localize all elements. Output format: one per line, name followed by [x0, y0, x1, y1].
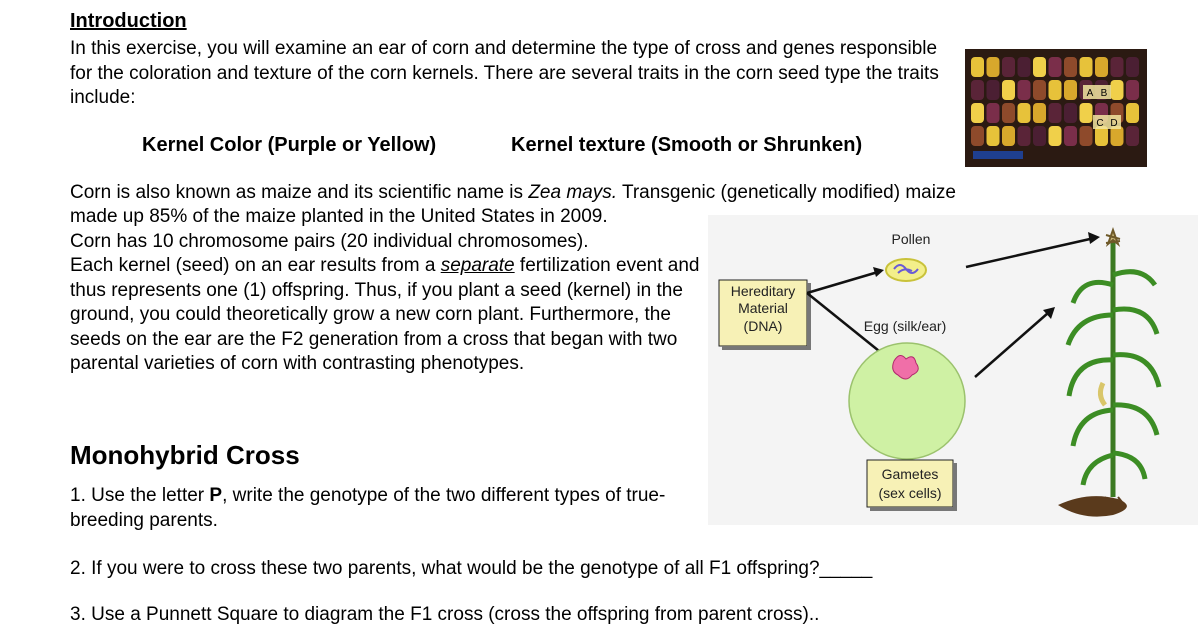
photo-label-c: C — [1096, 118, 1104, 129]
separate-emphasis: separate — [440, 255, 515, 276]
q1-text-b: , write the genotype of the two different types of true-breeding parents. — [70, 485, 666, 531]
question-3: 3. Use a Punnett Square to diagram the F1 cross (cross the offspring from parent cross).. — [70, 604, 820, 625]
corn-kernel — [1049, 80, 1062, 100]
monohybrid-heading: Monohybrid Cross — [70, 440, 300, 470]
corn-kernel — [1033, 80, 1046, 100]
q1-letter: P — [209, 485, 223, 506]
corn-kernel — [1080, 103, 1093, 123]
corn-kernel — [1033, 126, 1046, 146]
corn-kernel — [1002, 80, 1015, 100]
maize-text: Corn is also known as maize and its scientific name is — [70, 182, 529, 203]
photo-label-a: A — [1086, 88, 1094, 99]
corn-kernel — [1002, 103, 1015, 123]
maize-fact-kernel — [70, 254, 710, 377]
fertilization-diagram — [708, 215, 1198, 525]
corn-kernel — [1033, 57, 1046, 77]
corn-kernel — [987, 80, 1000, 100]
corn-kernel — [1049, 126, 1062, 146]
corn-kernel — [987, 126, 1000, 146]
kernel-text-b: fertilization event and thus represents one (1) offspring. Thus, if you plant a seed (kernel) in the ground, you could theoretically grow a new corn plant. Furthermore, the seeds on the ear are the F2 generation from a cross that began with two parental varieties of corn with contrasting phenotypes. — [70, 255, 700, 374]
corn-kernel — [1080, 126, 1093, 146]
maize-paragraph — [70, 205, 710, 377]
corn-kernel — [1080, 57, 1093, 77]
hereditary-label-3: (DNA) — [743, 318, 783, 334]
corn-kernel — [1095, 57, 1108, 77]
photo-label-b: B — [1100, 88, 1108, 99]
question-2: 2. If you were to cross these two parents, what would be the genotype of all F1 offspring?_____ — [70, 558, 873, 579]
corn-kernel — [971, 126, 984, 146]
corn-kernel — [1111, 80, 1124, 100]
corn-kernel — [1018, 126, 1031, 146]
gametes-label-2: (sex cells) — [878, 485, 942, 501]
corn-kernel — [1064, 57, 1077, 77]
egg-label: Egg (silk/ear) — [863, 318, 947, 334]
kernel-text-a: Each kernel (seed) on an ear results from a — [70, 255, 441, 276]
corn-kernel — [1002, 57, 1015, 77]
corn-kernel — [1126, 126, 1139, 146]
corn-kernel — [1126, 103, 1139, 123]
species-name: Zea mays. — [528, 182, 618, 203]
intro-paragraph: In this exercise, you will examine an ear of corn and determine the type of cross and genes responsible for the coloration and texture of the corn kernels. There are several traits in the corn seed type the traits include: — [70, 38, 939, 108]
question-1 — [70, 484, 710, 533]
intro-heading: Introduction — [70, 10, 187, 32]
corn-kernel — [1111, 57, 1124, 77]
corn-kernel — [1002, 126, 1015, 146]
maize-text-cont: Transgenic (genetically modified) maize — [617, 182, 957, 203]
corn-kernel — [987, 57, 1000, 77]
corn-kernel — [1018, 57, 1031, 77]
corn-kernel — [1049, 103, 1062, 123]
maize-intro-line — [70, 181, 956, 206]
corn-kernel — [971, 80, 984, 100]
corn-kernel — [1018, 80, 1031, 100]
corn-kernel — [971, 57, 984, 77]
maize-fact-chromosomes: Corn has 10 chromosome pairs (20 individual chromosomes). — [70, 230, 589, 252]
photo-label-d: D — [1110, 118, 1118, 129]
corn-kernel — [1064, 80, 1077, 100]
photo-watermark — [973, 151, 1023, 159]
corn-kernels-photo — [965, 49, 1147, 167]
trait-kernel-color: Kernel Color (Purple or Yellow) — [142, 134, 437, 156]
corn-kernel — [1126, 57, 1139, 77]
corn-kernel — [1049, 57, 1062, 77]
hereditary-label-2: Material — [738, 300, 788, 316]
gametes-label-1: Gametes — [881, 466, 939, 482]
corn-kernel — [1064, 103, 1077, 123]
hereditary-label-1: Hereditary — [730, 283, 796, 299]
corn-kernel — [987, 103, 1000, 123]
corn-kernel — [1126, 80, 1139, 100]
q1-text-a: 1. Use the letter — [70, 485, 210, 506]
corn-kernel — [1018, 103, 1031, 123]
corn-kernel — [971, 103, 984, 123]
corn-kernel — [1064, 126, 1077, 146]
corn-kernel — [1033, 103, 1046, 123]
maize-fact-planted: made up 85% of the maize planted in the United States in 2009. — [70, 206, 608, 227]
trait-kernel-texture: Kernel texture (Smooth or Shrunken) — [511, 134, 863, 156]
pollen-label: Pollen — [891, 231, 931, 247]
